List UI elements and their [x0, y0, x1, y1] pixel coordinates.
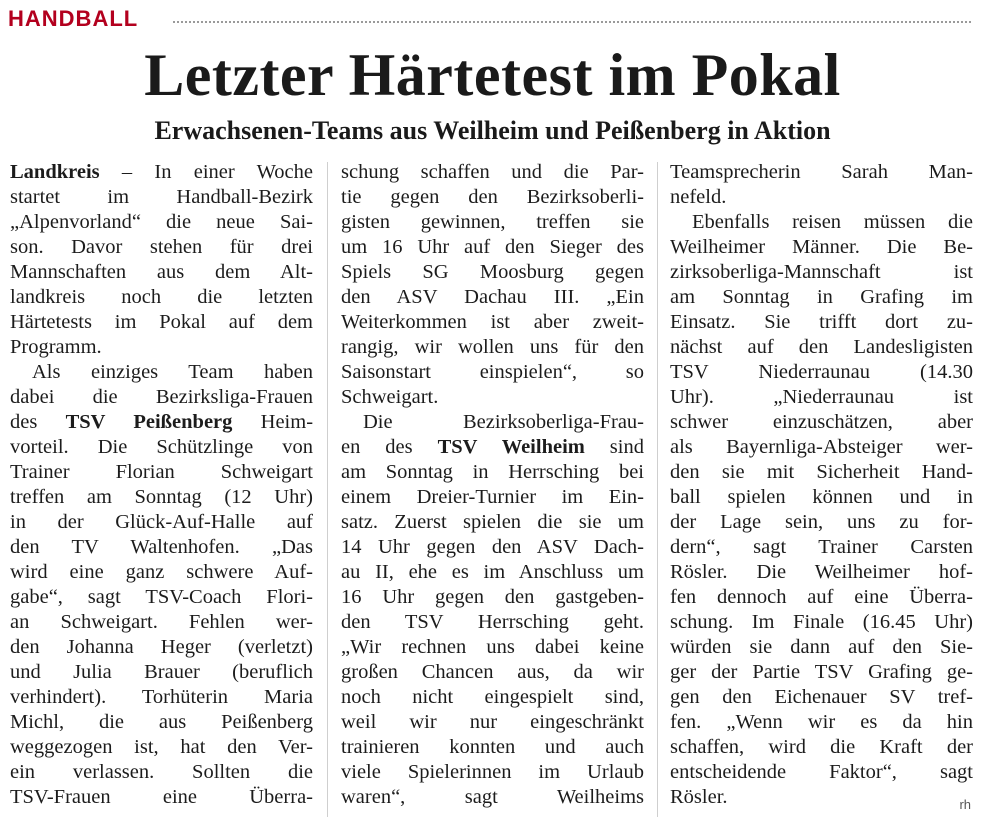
text-line [10, 760, 313, 785]
text-run: en des [341, 436, 438, 458]
text-run: vorteil. Die Schützlinge von [10, 436, 313, 458]
text-run: satz. Zuerst spielen die sie um [341, 511, 644, 533]
text-line [341, 360, 644, 385]
text-run: rangig, wir wollen uns für den [341, 336, 644, 358]
text-run: Mannschaften aus dem Alt- [10, 261, 313, 283]
text-line [341, 235, 644, 260]
text-line [10, 685, 313, 710]
text-line [341, 335, 644, 360]
text-run: sind [584, 436, 644, 458]
text-run: schung. Im Finale (16.45 Uhr) [670, 611, 973, 633]
text-line [10, 735, 313, 760]
text-run: dern“, sagt Trainer Carsten [670, 536, 973, 558]
text-run: Als einziges Team haben [32, 361, 313, 383]
text-run: gisten gewinnen, treffen sie [341, 211, 644, 233]
text-line [341, 510, 644, 535]
text-line [10, 185, 313, 210]
text-run: fen dennoch auf eine Überra- [670, 586, 973, 608]
text-run: startet im Handball-Bezirk [10, 186, 313, 208]
text-line [341, 410, 644, 435]
text-line [10, 435, 313, 460]
text-line [670, 235, 973, 260]
text-run: ball spielen können und in [670, 486, 973, 508]
text-line [670, 685, 973, 710]
text-line [341, 685, 644, 710]
text-run: Rösler. Die Weilheimer hof- [670, 561, 973, 583]
text-line [670, 635, 973, 660]
text-line [10, 385, 313, 410]
bold-text: TSV Weilheim [437, 436, 585, 458]
text-line [341, 160, 644, 185]
text-run: schung schaffen und die Par- [341, 161, 644, 183]
text-run: Uhr). „Niederraunau ist [670, 386, 973, 408]
author-signature: rh [959, 797, 971, 812]
text-run: Programm. [10, 336, 102, 358]
text-run: am Sonntag in Herrsching bei [341, 461, 644, 483]
text-run: wird eine ganz schwere Auf- [10, 561, 313, 583]
text-line [10, 235, 313, 260]
text-line [10, 410, 313, 435]
text-line [670, 485, 973, 510]
text-run: entscheidende Faktor“, sagt [670, 761, 973, 783]
headline: Letzter Härtetest im Pokal [144, 42, 841, 108]
text-line [341, 535, 644, 560]
text-run: Einsatz. Sie trifft dort zu- [670, 311, 973, 333]
text-line [10, 360, 313, 385]
text-line [341, 435, 644, 460]
text-run: Saisonstart einspielen“, so [341, 361, 644, 383]
text-line [341, 485, 644, 510]
text-run: ein verlassen. Sollten die [10, 761, 313, 783]
text-line [10, 510, 313, 535]
text-run: au II, ehe es im Anschluss um [341, 561, 644, 583]
text-line [341, 260, 644, 285]
text-run: Schweigart. [341, 386, 439, 408]
text-run: Heim- [232, 411, 314, 433]
text-line [341, 635, 644, 660]
text-run: Die Bezirksoberliga-Frau- [363, 411, 644, 433]
text-run: Trainer Florian Schweigart [10, 461, 313, 483]
text-run: den ASV Dachau III. „Ein [341, 286, 644, 308]
subheadline: Erwachsenen-Teams aus Weilheim und Peißenberg in Aktion [154, 116, 831, 145]
text-run: den sie mit Sicherheit Hand- [670, 461, 973, 483]
text-run: weil wir nur eingeschränkt [341, 711, 644, 733]
text-run: Spiels SG Moosburg gegen [341, 261, 644, 283]
text-line [670, 710, 973, 735]
text-line [670, 285, 973, 310]
text-run: noch nicht eingespielt sind, [341, 686, 644, 708]
text-run: ger der Partie TSV Grafing ge- [670, 661, 973, 683]
text-line [341, 310, 644, 335]
text-run: am Sonntag in Grafing im [670, 286, 973, 308]
text-run: TSV Niederraunau (14.30 [670, 361, 973, 383]
text-run: den Johanna Heger (verletzt) [10, 636, 313, 658]
text-line [10, 660, 313, 685]
article-column-1 [10, 160, 313, 810]
column-divider [657, 162, 658, 817]
text-line [341, 710, 644, 735]
text-run: Michl, die aus Peißenberg [10, 711, 313, 733]
text-line [10, 460, 313, 485]
text-run: 16 Uhr gegen den gastgeben- [341, 586, 644, 608]
text-line [341, 385, 644, 410]
text-run: 14 Uhr gegen den ASV Dach- [341, 536, 644, 558]
text-line [341, 735, 644, 760]
text-line [10, 160, 313, 185]
text-line [670, 310, 973, 335]
text-line [341, 585, 644, 610]
text-run: Weiterkommen ist aber zweit- [341, 311, 644, 333]
text-line [670, 185, 973, 210]
text-line [670, 760, 973, 785]
article-column-2 [341, 160, 644, 810]
text-line [670, 660, 973, 685]
text-line [10, 285, 313, 310]
text-line [10, 635, 313, 660]
article-column-3 [670, 160, 973, 810]
text-line [10, 710, 313, 735]
text-run: nächst auf den Landesligisten [670, 336, 973, 358]
text-line [670, 610, 973, 635]
text-run: nefeld. [670, 186, 727, 208]
text-line [670, 560, 973, 585]
text-run: – In einer Woche [99, 161, 313, 183]
text-line [670, 335, 973, 360]
text-line [10, 310, 313, 335]
text-run: waren“, sagt Weilheims [341, 786, 644, 808]
text-run: des [10, 411, 66, 433]
text-line [341, 760, 644, 785]
text-line [341, 785, 644, 810]
text-line [10, 335, 313, 360]
text-run: Weilheimer Männer. Die Be- [670, 236, 973, 258]
text-run: TSV-Frauen eine Überra- [10, 786, 313, 808]
text-line [341, 560, 644, 585]
text-run: schwer einzuschätzen, aber [670, 411, 973, 433]
text-run: einem Dreier-Turnier im Ein- [341, 486, 644, 508]
text-line [341, 460, 644, 485]
text-line [341, 285, 644, 310]
text-run: an Schweigart. Fehlen wer- [10, 611, 313, 633]
text-line [670, 785, 973, 810]
text-line [670, 510, 973, 535]
text-run: gabe“, sagt TSV-Coach Flori- [10, 586, 313, 608]
text-run: schaffen, wird die Kraft der [670, 736, 973, 758]
text-line [670, 460, 973, 485]
text-run: tie gegen den Bezirksoberli- [341, 186, 644, 208]
bold-text: TSV Peißenberg [65, 411, 233, 433]
text-run: Ebenfalls reisen müssen die [692, 211, 973, 233]
text-run: den TSV Herrsching geht. [341, 611, 644, 633]
text-line [670, 435, 973, 460]
text-line [10, 260, 313, 285]
text-run: um 16 Uhr auf den Sieger des [341, 236, 644, 258]
text-line [670, 260, 973, 285]
text-run: den TV Waltenhofen. „Das [10, 536, 313, 558]
text-line [10, 610, 313, 635]
text-line [670, 410, 973, 435]
text-line [10, 485, 313, 510]
text-run: weggezogen ist, hat den Ver- [10, 736, 313, 758]
text-line [10, 585, 313, 610]
text-run: „Alpenvorland“ die neue Sai- [10, 211, 313, 233]
text-line [670, 735, 973, 760]
text-run: verhindert). Torhüterin Maria [10, 686, 313, 708]
text-run: „Wir rechnen uns dabei keine [341, 636, 644, 658]
text-line [341, 185, 644, 210]
text-line [10, 560, 313, 585]
text-run: trainieren konnten und auch [341, 736, 644, 758]
text-run: viele Spielerinnen im Urlaub [341, 761, 644, 783]
text-run: würden sie dann auf den Sie- [670, 636, 973, 658]
text-run: großen Chancen aus, da wir [341, 661, 644, 683]
text-run: dabei die Bezirksliga-Frauen [10, 386, 313, 408]
text-run: fen. „Wenn wir es da hin [670, 711, 973, 733]
text-run: in der Glück-Auf-Halle auf [10, 511, 313, 533]
text-run: Teamsprecherin Sarah Man- [670, 161, 973, 183]
text-line [10, 785, 313, 810]
text-run: gen den Eichenauer SV tref- [670, 686, 973, 708]
text-line [10, 210, 313, 235]
bold-text: Landkreis [10, 161, 100, 183]
kicker-row [8, 6, 971, 36]
text-line [341, 210, 644, 235]
text-line [670, 535, 973, 560]
text-line [670, 585, 973, 610]
text-run: Härtetests im Pokal auf dem [10, 311, 313, 333]
text-run: landkreis noch die letzten [10, 286, 313, 308]
text-run: treffen am Sonntag (12 Uhr) [10, 486, 313, 508]
text-line [670, 210, 973, 235]
text-line [670, 160, 973, 185]
text-line [10, 535, 313, 560]
section-kicker: HANDBALL [8, 6, 139, 31]
dotted-rule [173, 21, 971, 23]
text-line [670, 385, 973, 410]
column-divider [327, 162, 328, 817]
text-line [670, 360, 973, 385]
text-run: Rösler. [670, 786, 728, 808]
text-run: und Julia Brauer (beruflich [10, 661, 313, 683]
text-line [341, 660, 644, 685]
text-run: zirksoberliga-Mannschaft ist [670, 261, 973, 283]
text-run: als Bayernliga-Absteiger wer- [670, 436, 973, 458]
text-line [341, 610, 644, 635]
text-run: der Lage sein, uns zu for- [670, 511, 973, 533]
text-run: son. Davor stehen für drei [10, 236, 313, 258]
